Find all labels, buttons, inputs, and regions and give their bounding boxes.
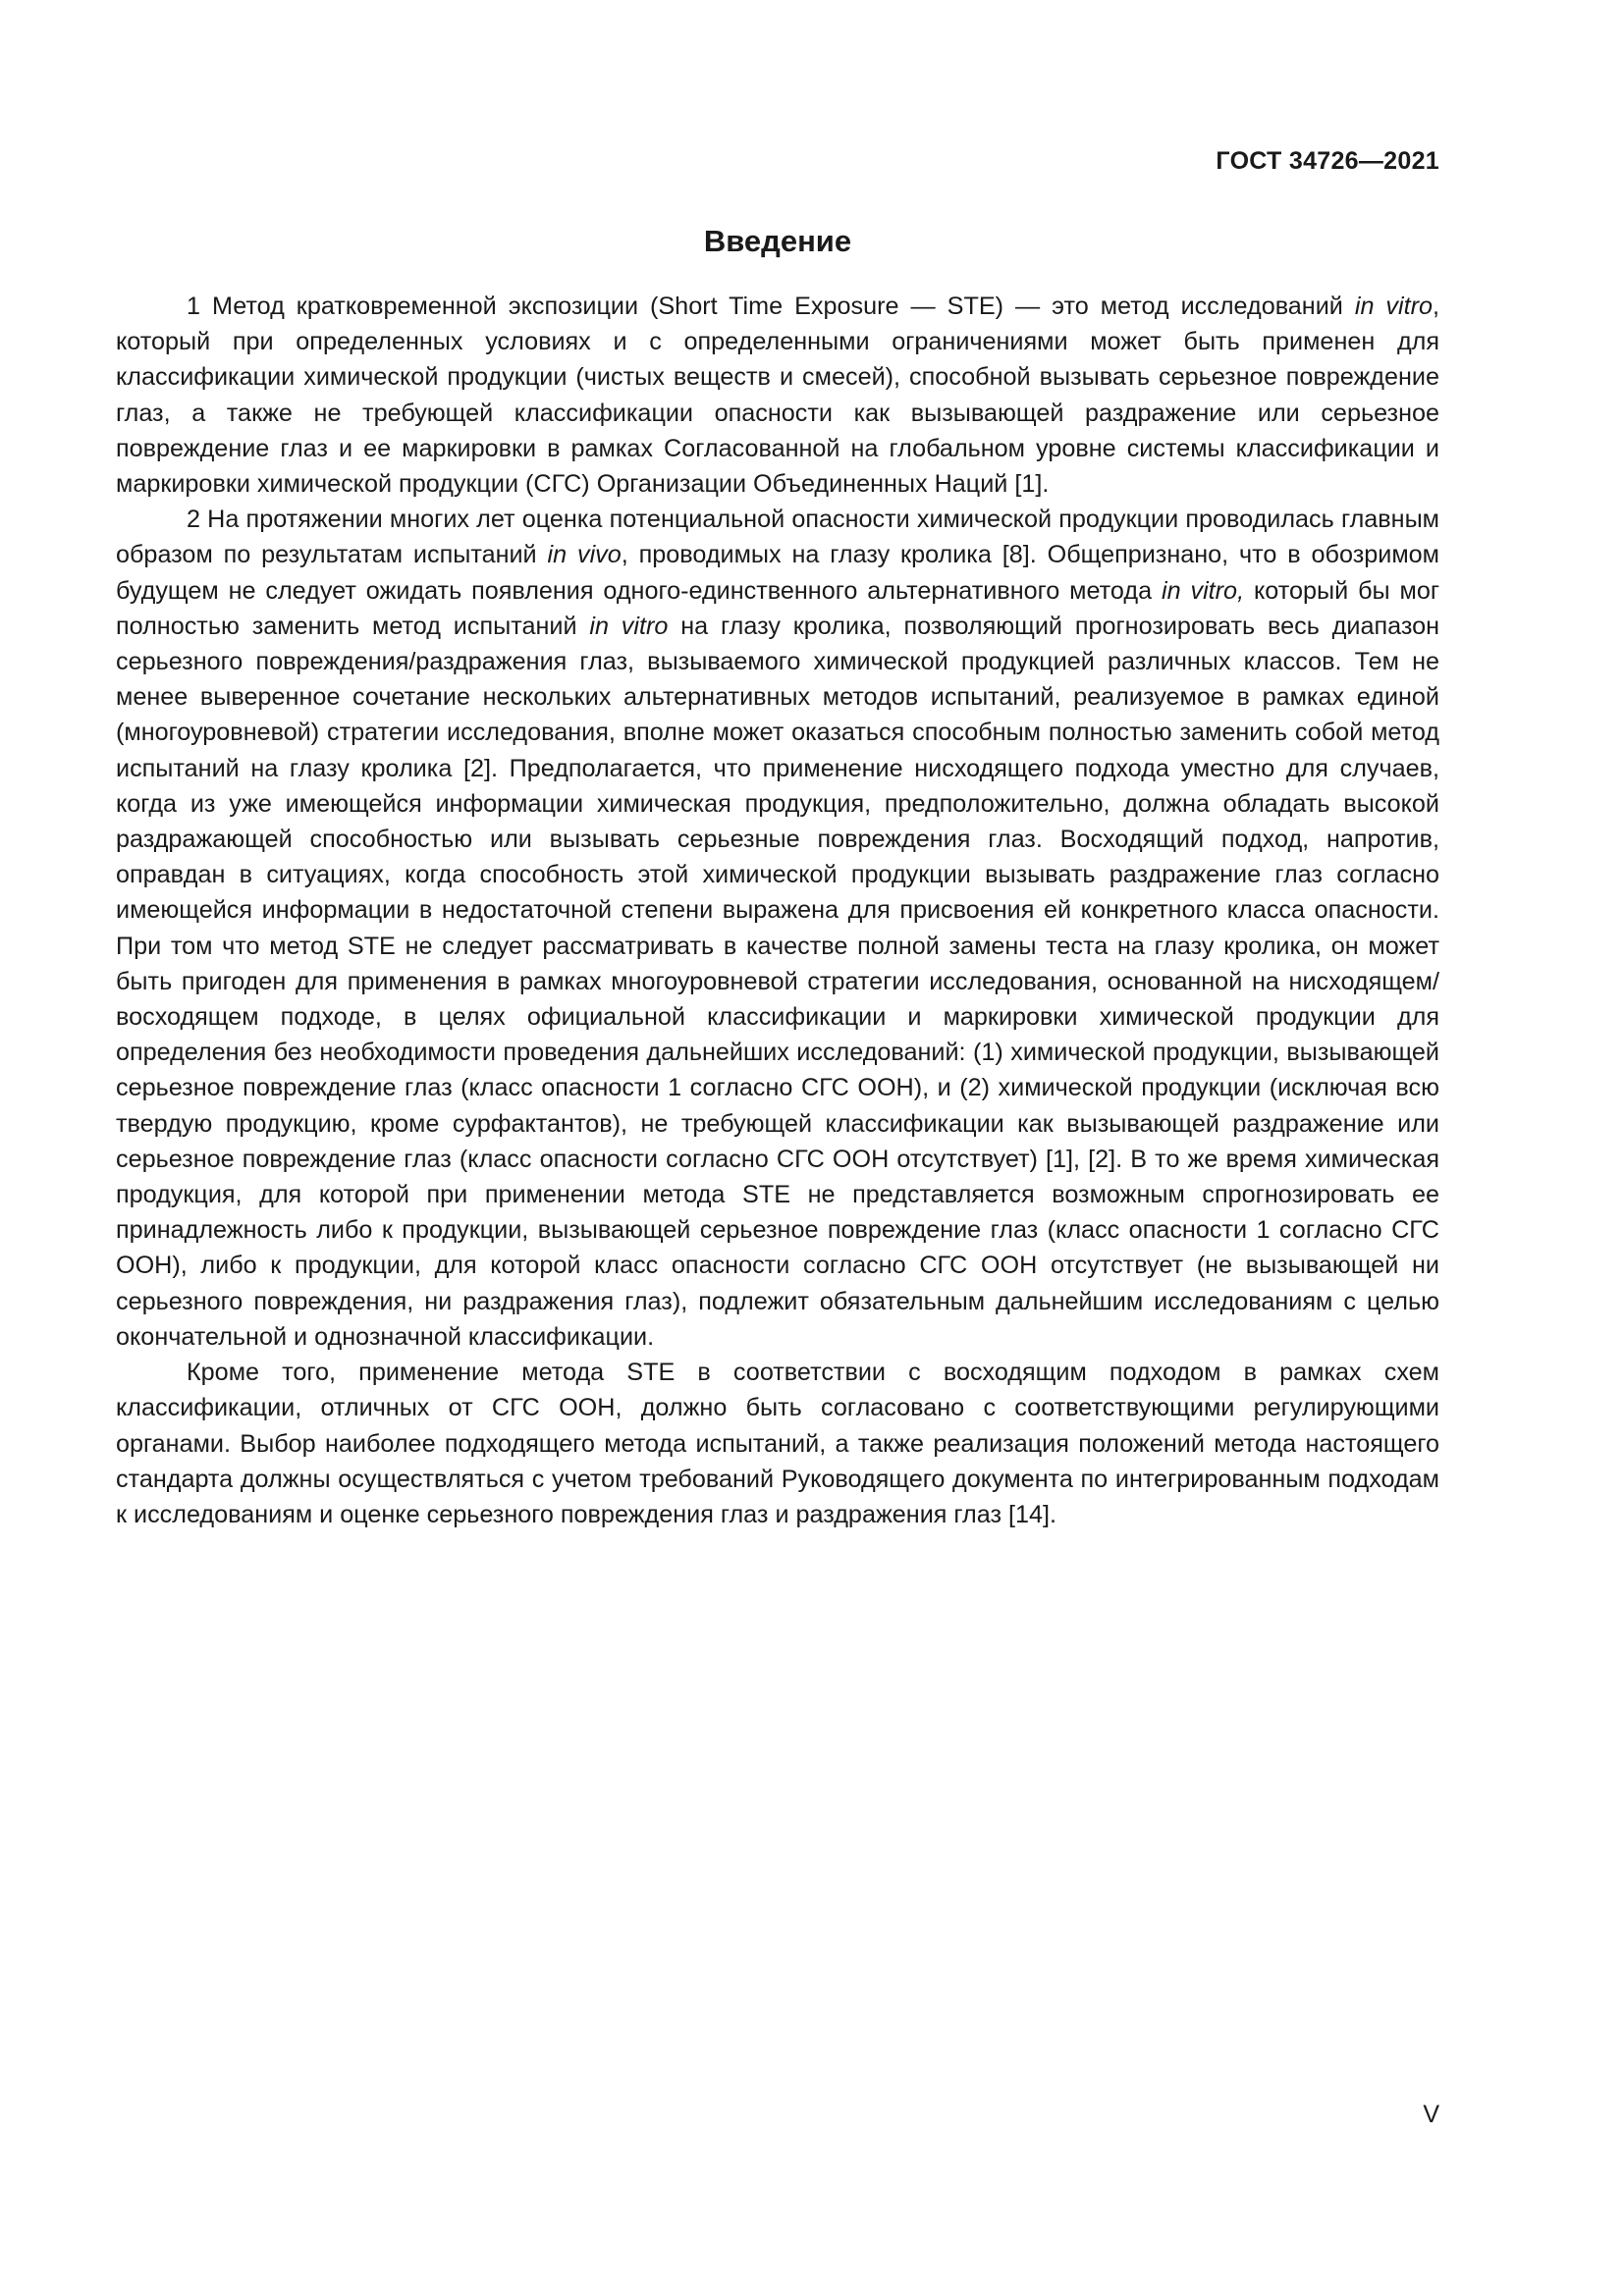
text-run: Кроме того, применение метода STE в соответствии с восходящим подходом в рамках схем классификации, отличных от СГС ООН, должно быть согласовано с соответствующими регулирующими органами. Выбор наиболее подходящего метода испытаний, а также реализация положений метода настоящего стандарта должны осуществляться с учетом требований Руководящего документа по интегрированным подходам к исследованиям и оценке серьезного повреждения глаз и раздражения глаз [14].: [116, 1359, 1439, 1528]
page-number: V: [1423, 2101, 1439, 2128]
introduction-body: [116, 289, 1439, 1532]
italic-term: in vitro: [589, 612, 669, 640]
italic-term: in vivo: [547, 541, 622, 569]
text-run: 1 Метод кратковременной экспозиции (Short Time Exposure — STE) — это метод исследований: [187, 293, 1355, 320]
paragraph-3: [116, 1355, 1439, 1532]
paragraph-2: [116, 502, 1439, 1355]
paragraph-1: [116, 289, 1439, 502]
italic-term: in vitro: [1354, 293, 1434, 320]
text-run: на глазу кролика, позволяющий прогнозировать весь диапазон серьезного повреждения/раздражения глаз, вызываемого химической продукцией различных классов. Тем не менее выверенное сочетание нескольких альтернативных методов испытаний, реализуемое в рамках единой (многоуровневой) стратегии исследования, вполне может оказаться способным полностью заменить собой метод испытаний на глазу кролика [2]. Предполагается, что применение нисходящего подхода уместно для случаев, когда из уже имеющейся информации химическая продукция, предположительно, должна обладать высокой раздражающей способностью или вызывать серьезные повреждения глаз. Восходящий подход, напротив, оправдан в ситуациях, когда способность этой химической продукции вызывать раздражение глаз согласно имеющейся информации в недостаточной степени выражена для присвоения ей конкретного класса опасности. При том что метод STE не следует рассматривать в качестве полной замены теста на глазу кролика, он может быть пригоден для применения в рамках многоуровневой стратегии исследования, основанной на нисходящем/восходящем подходе, в целях официальной классификации и маркировки химической продукции для определения без необходимости проведения дальнейших исследований: (1) химической продукции, вызывающей серьезное повреждение глаз (класс опасности 1 согласно СГС ООН), и (2) химической продукции (исключая всю твердую продукцию, кроме сурфактантов), не требующей классификации как вызывающей раздражение или серьезное повреждение глаз (класс опасности согласно СГС ООН отсутствует) [1], [2]. В то же время химическая продукция, для которой при применении метода STE не представляется возможным спрогнозировать ее принадлежность либо к продукции, вызывающей серьезное повреждение глаз (класс опасности 1 согласно СГС ООН), либо к продукции, для которой класс опасности согласно СГС ООН отсутствует (не вызывающей ни серьезного повреждения, ни раздражения глаз), подлежит обязательным дальнейшим исследованиям с целью окончательной и однозначной классификации.: [116, 612, 1439, 1351]
text-run: 2 На протяжении многих лет оценка потенциальной опасности химической продукции проводилась главным образом по результатам испытаний: [116, 506, 1439, 569]
section-title: Введение: [703, 224, 852, 258]
document-code-header: ГОСТ 34726—2021: [1216, 147, 1439, 175]
text-run: , который при определенных условиях и с определенными ограничениями может быть применен для классификации химической продукции (чистых веществ и смесей), способной вызывать серьезное повреждение глаз, а также не требующей классификации опасности как вызывающей раздражение или серьезное повреждение глаз и ее маркировки в рамках Согласованной на глобальном уровне системы классификации и маркировки химической продукции (СГС) Организации Объединенных Наций [1].: [116, 293, 1440, 499]
italic-term: in vitro,: [1161, 576, 1245, 605]
text-run: , проводимых на глазу кролика [8]. Общепризнано, что в обозримом будущем не следует ожидать появления одного-единственного альтернативного метода: [116, 541, 1439, 605]
text-run: который бы мог полностью заменить метод испытаний: [116, 576, 1440, 640]
